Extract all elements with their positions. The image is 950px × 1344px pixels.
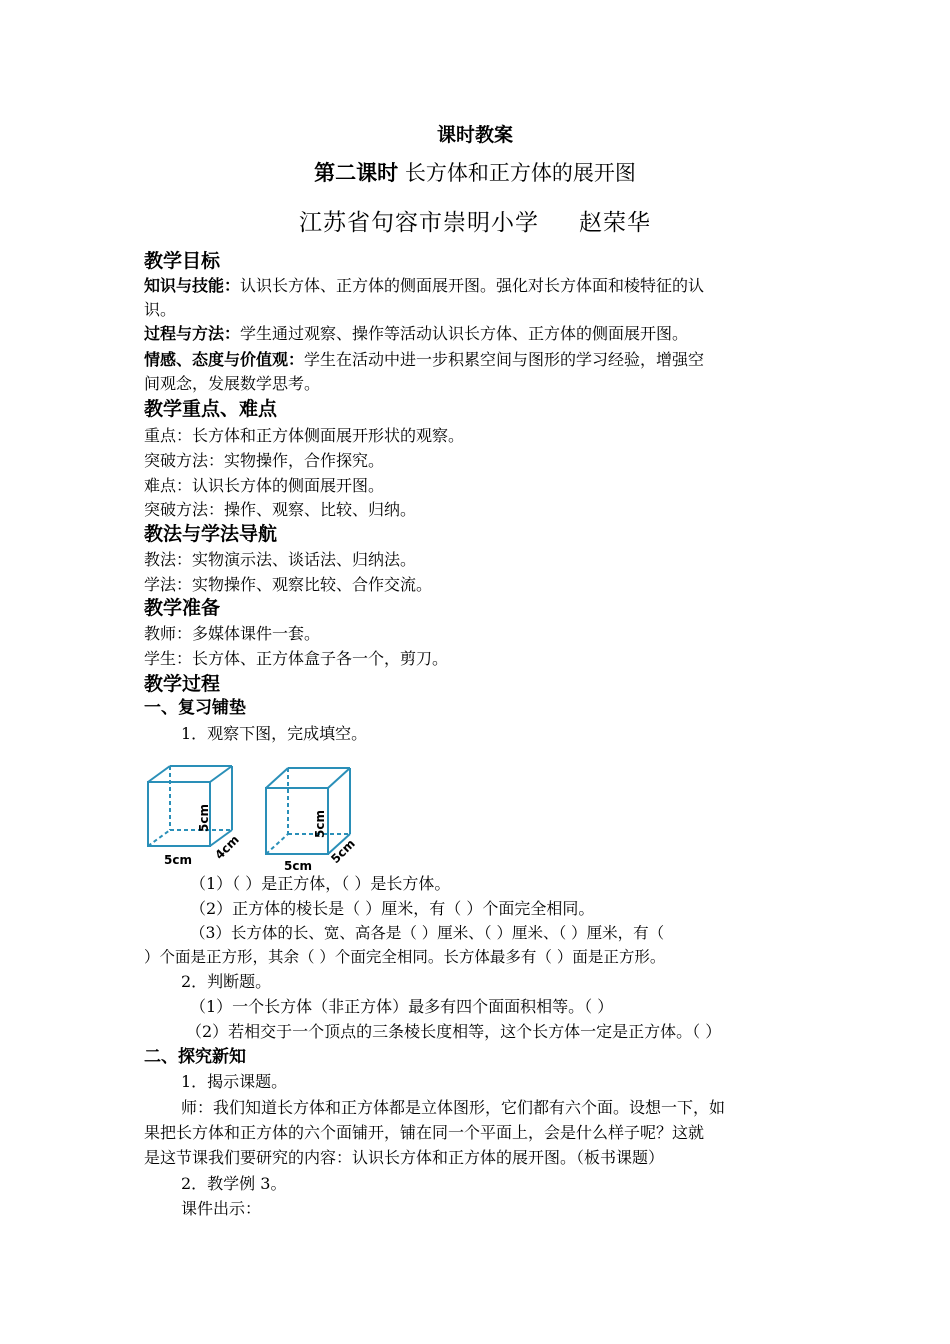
right-depth-label: 5cm <box>328 836 358 867</box>
section-review: 一、复习铺垫 <box>144 698 246 718</box>
author-name: 赵荣华 <box>579 210 651 236</box>
emotion-line-2: 间观念，发展数学思考。 <box>144 374 321 393</box>
keypoint-line: 难点：认识长方体的侧面展开图。 <box>144 476 385 495</box>
question-3: （3）长方体的长、宽、高各是（ ）厘米、（ ）厘米、（ ）厘米，有（ <box>190 924 665 942</box>
question-2: （2）正方体的棱长是（ ）厘米，有（ ）个面完全相同。 <box>190 899 595 918</box>
emotion-label: 情感、态度与价值观： <box>144 350 305 369</box>
judge-1: （1）一个长方体（非正方体）最多有四个面面积相等。（ ） <box>190 997 614 1016</box>
teacher-line: 师：我们知道长方体和正方体都是立体图形，它们都有六个面。设想一下，如 <box>181 1098 726 1117</box>
left-cuboid-drawing <box>148 766 232 846</box>
judge-2: （2）若相交于一个顶点的三条棱长度相等，这个长方体一定是正方体。（ ） <box>186 1022 722 1041</box>
question-3-cont: ）个面是正方形，其余（ ）个面完全相同。长方体最多有（ ）面是正方形。 <box>144 948 666 966</box>
right-width-label: 5cm <box>284 859 312 873</box>
keypoint-line: 突破方法：操作、观察、比较、归纳。 <box>144 500 417 519</box>
preparation-line: 教师：多媒体课件一套。 <box>144 624 321 643</box>
left-depth-label: 4cm <box>212 832 242 863</box>
item-judge: 2．判断题。 <box>181 972 272 991</box>
item-topic: 1．揭示课题。 <box>181 1072 288 1091</box>
teacher-line: 果把长方体和正方体的六个面铺开，铺在同一个平面上，会是什么样子呢？这就 <box>144 1123 705 1142</box>
method-line: 教法：实物演示法、谈话法、归纳法。 <box>144 550 417 569</box>
preparation-line: 学生：长方体、正方体盒子各一个，剪刀。 <box>144 649 449 668</box>
process-text: 学生通过观察、操作等活动认识长方体、正方体的侧面展开图。 <box>240 324 689 343</box>
knowledge-line <box>144 275 808 297</box>
lesson-label: 第二课时 <box>314 160 399 185</box>
cuboid-figure <box>140 760 370 875</box>
teacher-line: 是这节课我们要研究的内容：认识长方体和正方体的展开图。（板书课题） <box>144 1148 665 1167</box>
keypoint-line: 突破方法：实物操作，合作探究。 <box>144 451 385 470</box>
keypoint-line: 重点：长方体和正方体侧面展开形状的观察。 <box>144 426 465 445</box>
preparation-heading: 教学准备 <box>144 597 221 619</box>
item-example: 2．教学例 3。 <box>181 1174 287 1193</box>
method-line: 学法：实物操作、观察比较、合作交流。 <box>144 575 433 594</box>
lesson-name: 长方体和正方体的展开图 <box>398 161 636 185</box>
right-height-label: 5cm <box>313 810 327 838</box>
methods-heading: 教法与学法导航 <box>144 523 278 545</box>
author-line <box>0 212 950 234</box>
section-explore: 二、探究新知 <box>144 1047 246 1067</box>
knowledge-text: 认识长方体、正方体的侧面展开图。强化对长方体面和棱特征的认 <box>240 276 705 295</box>
knowledge-label: 知识与技能： <box>144 276 241 295</box>
lesson-title <box>0 162 950 184</box>
objectives-heading: 教学目标 <box>144 250 221 272</box>
document-title: 课时教案 <box>436 124 513 146</box>
question-1: （1）（ ）是正方体，（ ）是长方体。 <box>190 874 451 893</box>
process-label: 过程与方法： <box>144 324 241 343</box>
item-courseware: 课件出示： <box>181 1199 262 1218</box>
emotion-line <box>144 349 704 371</box>
left-width-label: 5cm <box>164 853 192 867</box>
knowledge-line-2: 识。 <box>144 300 177 319</box>
emotion-text: 学生在活动中进一步积累空间与图形的学习经验，增强空 <box>304 350 705 369</box>
left-height-label: 5cm <box>197 804 211 832</box>
right-cube-drawing <box>266 768 350 854</box>
process-heading: 教学过程 <box>144 673 221 695</box>
keypoints-heading: 教学重点、难点 <box>144 398 278 420</box>
school-name: 江苏省句容市崇明小学 <box>299 210 539 236</box>
process-line <box>144 323 688 345</box>
item-observe: 1．观察下图，完成填空。 <box>181 724 368 743</box>
